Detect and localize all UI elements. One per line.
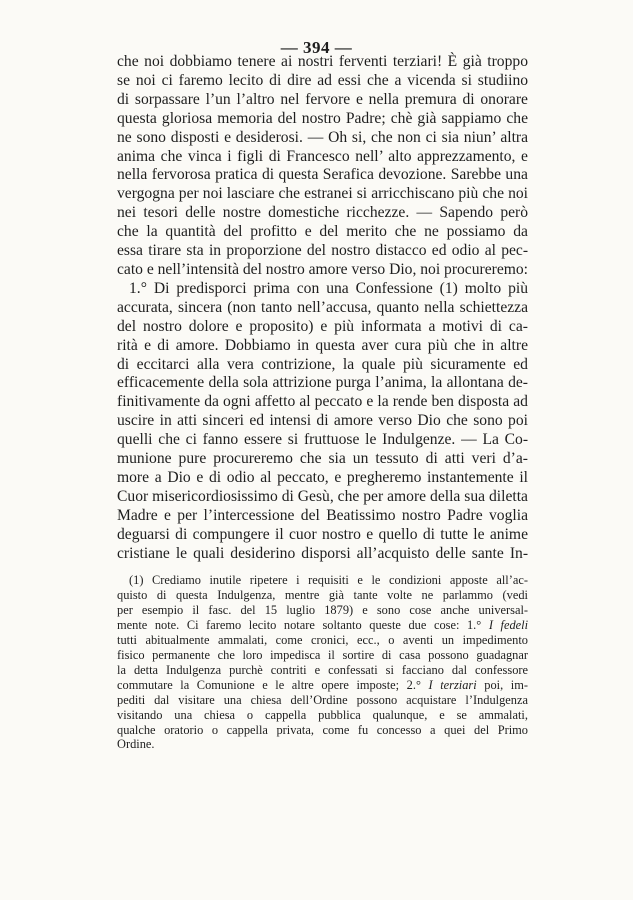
text-line: Madre e per l’intercessione del Beatissimo nostro Padre voglia (117, 506, 528, 524)
footnote-line (117, 648, 528, 663)
footnote-text: (1) Crediamo inutile ripetere i requisiti e le condizioni apposte all’ac- (129, 573, 528, 587)
footnote-text: pediti dal visitare una chiesa dell’Ordine possono acquistare l’Indulgenza (117, 692, 528, 707)
footnote-line (117, 573, 528, 588)
text-line: quelli che ci fanno essere si fruttuose le Indulgenze. — La Co- (117, 431, 529, 449)
text-line: munione pure procureremo che sia un tessuto di atti veri d’a- (117, 450, 528, 468)
footnote-text: commutare la Comunione e le altre opere imposte; 2.° (117, 677, 429, 692)
text-line: uscire in atti sinceri ed intensi di amore verso Dio che sono poi (117, 412, 528, 430)
footnote-text: visitando una chiesa o cappella pubblica qualunque, e se ammalati, (117, 707, 528, 722)
text-line: finitivamente da ogni affetto al peccato e la rende ben disposta ad (117, 393, 528, 411)
text-line: se noi ci faremo lecito di dire ad essi che a vicenda si studiino (117, 71, 529, 89)
text-line: vergogna per noi lasciare che estranei si arricchiscano più che noi (117, 185, 529, 203)
text-line: che la quantità del profitto e del merito che ne possiamo da (117, 223, 528, 241)
footnote-text: poi, im- (476, 677, 528, 692)
footnote-text: quisto di questa Indulgenza, mentre già tante volte ne parlammo (vedi (117, 587, 528, 602)
text-line: cato e nell’intensità del nostro amore verso Dio, noi procureremo: (117, 260, 529, 278)
text-line: questa gloriosa memoria del nostro Padre; chè già sappiamo che (117, 109, 528, 127)
footnote-line (117, 678, 528, 693)
text-line: more a Dio e di odio al peccato, e pregheremo instantemente il (117, 468, 529, 486)
text-line: che noi dobbiamo tenere ai nostri ferventi terziari! È già troppo (117, 53, 528, 70)
text-line: efficacemente della sola attrizione purga l’anima, la allontana de- (117, 374, 528, 392)
text-line: 1.° Di predisporci prima con una Confessione (1) molto più (129, 279, 529, 297)
text-line: del nostro dolore e proposito) e più informata a motivi di ca- (117, 317, 528, 335)
footnote-text: qualche oratorio o cappella privata, come fu concesso a quei del Primo (117, 722, 528, 737)
footnote-italic-text: I fedeli (488, 617, 529, 632)
footnote (117, 573, 528, 752)
text-line: nella fervorosa pratica di questa Serafica devozione. Sarebbe una (117, 166, 528, 184)
footnote-line (117, 693, 528, 708)
footnote-line (117, 603, 528, 618)
footnote-text: mente note. Ci faremo lecito notare soltanto queste due cose: 1.° (117, 617, 489, 632)
footnote-line (117, 663, 528, 678)
page-number: — 394 — (280, 38, 353, 57)
text-line: di eccitarci alla vera contrizione, la quale più sicuramente ed (117, 355, 528, 373)
footnote-text: fisico permanente che loro impedisca il sortire di casa possono guadagnar (117, 647, 529, 662)
text-line: Cuor misericordiosissimo di Gesù, che per amore della sua diletta (117, 487, 528, 505)
main-text (117, 53, 528, 563)
text-line: rità e di amore. Dobbiamo in questa aver cura più che in altre (117, 336, 529, 354)
footnote-text: tutti abitualmente ammalati, come cronici, ecc., o aventi un impedimento (117, 632, 528, 647)
footnote-text: Ordine. (117, 737, 155, 752)
footnote-line (117, 723, 528, 738)
footnote-line (117, 618, 528, 633)
footnote-text: per esempio il fasc. del 15 luglio 1879) e sono cose anche universal- (117, 602, 529, 617)
footnote-italic-text: I terziari (428, 677, 477, 692)
footnote-line (117, 708, 528, 723)
text-line: accurata, sincera (non tanto nell’accusa, quanto nella schiettezza (117, 298, 529, 316)
text-line: deguarsi di compungere il cuor nostro e quello di tutte le anime (117, 525, 528, 543)
text-line: di sorpassare l’un l’altro nel fervore e nella premura di onorare (117, 90, 528, 108)
text-line: essa tirare sta in proporzione del nostro distacco ed odio al pec- (117, 242, 529, 260)
text-line: ne sono disposti e desiderosi. — Oh si, che non ci sia niun’ altra (117, 128, 529, 146)
footnote-line (117, 588, 528, 603)
text-line: nei tesori delle nostre domestiche ricchezze. — Sapendo però (117, 204, 529, 222)
footnote-text: la detta Indulgenza purchè contriti e confessati si facciano dal confessore (117, 662, 529, 677)
text-line: cristiane le quali desiderino disporsi all’acquisto delle sante In- (117, 544, 529, 562)
footnote-line (117, 633, 528, 648)
text-line: anima che vinca i figli di Francesco nell’ alto apprezzamento, e (117, 147, 528, 165)
footnote-line (117, 737, 528, 752)
